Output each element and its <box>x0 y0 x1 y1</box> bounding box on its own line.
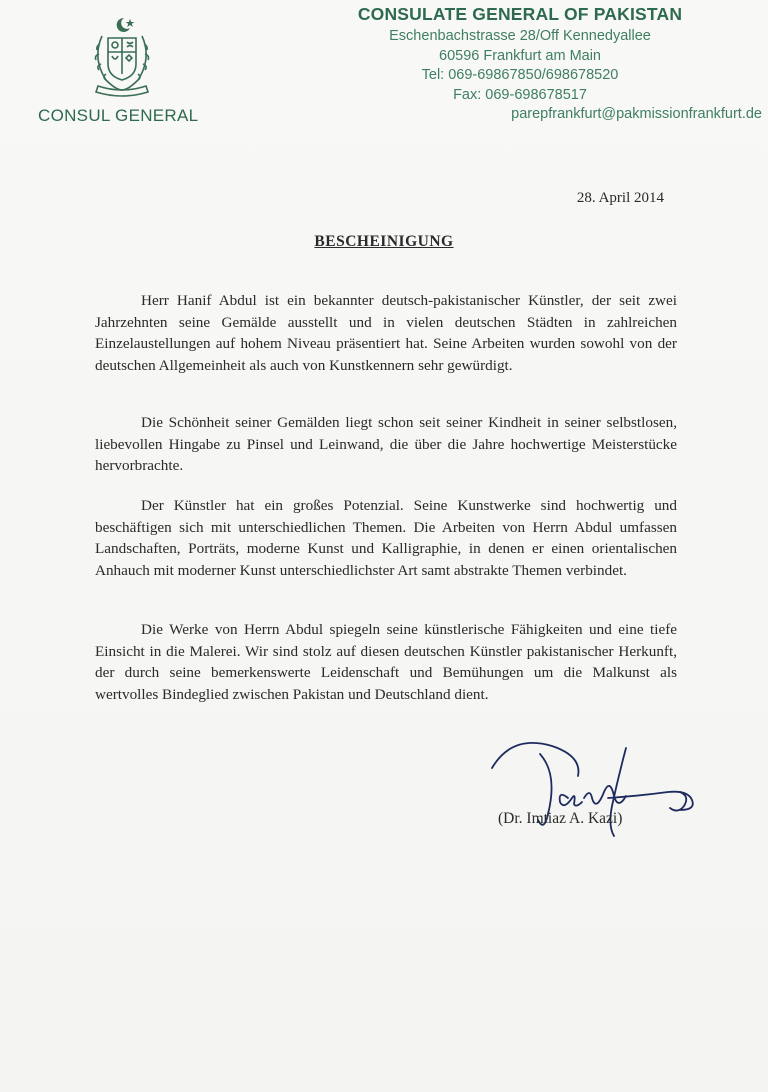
paragraph-text: Die Werke von Herrn Abdul spiegeln seine künstlerische Fähigkeiten und eine tiefe Einsicht in die Malerei. Wir sind stolz auf diesen deutschen Künstler pakistanischer Herkunft, der durch seine bemerkenswerte Leidenschaft und Bemühungen um die Malkunst als wertvolles Bindeglied zwischen Pakistan und Deutschland dient. <box>95 621 677 703</box>
fax-number: Fax: 069-698678517 <box>453 86 587 103</box>
handwritten-signature <box>480 728 720 848</box>
paragraph-text: Die Schönheit seiner Gemälden liegt schon seit seiner Kindheit in seiner selbstlosen, liebevollen Hingabe zu Pinsel und Leinwand, die über die Jahre hochwertige Meisterstücke hervorbrachte. <box>95 414 677 474</box>
organization-name: CONSULATE GENERAL OF PAKISTAN <box>357 4 683 24</box>
document-title: BESCHEINIGUNG <box>314 233 454 250</box>
address-city: 60596 Frankfurt am Main <box>439 47 601 64</box>
email-address: parepfrankfurt@pakmissionfrankfurt.de <box>511 106 762 122</box>
letter-date: 28. April 2014 <box>576 190 664 206</box>
phone-number: Tel: 069-69867850/698678520 <box>421 67 619 83</box>
state-emblem-icon <box>80 14 164 98</box>
paragraph-text: Der Künstler hat ein großes Potenzial. Seine Kunstwerke sind hochwertig und beschäftigen sich mit unterschiedlichen Themen. Die Arbeiten von Herrn Abdul umfassen Landschaften, Porträts, moderne Kunst und Kalligraphie, in denen er einen orientalischen Anhauch mit moderner Kunst unterschiedlichster Art samt abstrakte Themen verbindet. <box>95 497 677 579</box>
body-paragraph-4 <box>95 619 677 705</box>
consul-general-label: CONSUL GENERAL <box>38 106 199 125</box>
address-street: Eschenbachstrasse 28/Off Kennedyallee <box>389 28 651 44</box>
letterhead <box>310 4 762 125</box>
body-paragraph-2 <box>95 412 677 477</box>
body-paragraph-3 <box>95 495 677 581</box>
body-paragraph-1 <box>95 290 677 376</box>
paragraph-text: Herr Hanif Abdul ist ein bekannter deutsch-pakistanischer Künstler, der seit zwei Jahrzehnten seine Gemälde ausstellt und in vielen deutschen Städten in zahlreichen Einzelaustellungen auf hohem Niveau präsentiert hat. Seine Arbeiten wurden sowohl von der deutschen Allgemeinheit als auch von Kunstkennern sehr gewürdigt. <box>95 292 677 374</box>
signatory-name: (Dr. Imtiaz A. Kazi) <box>498 810 623 827</box>
